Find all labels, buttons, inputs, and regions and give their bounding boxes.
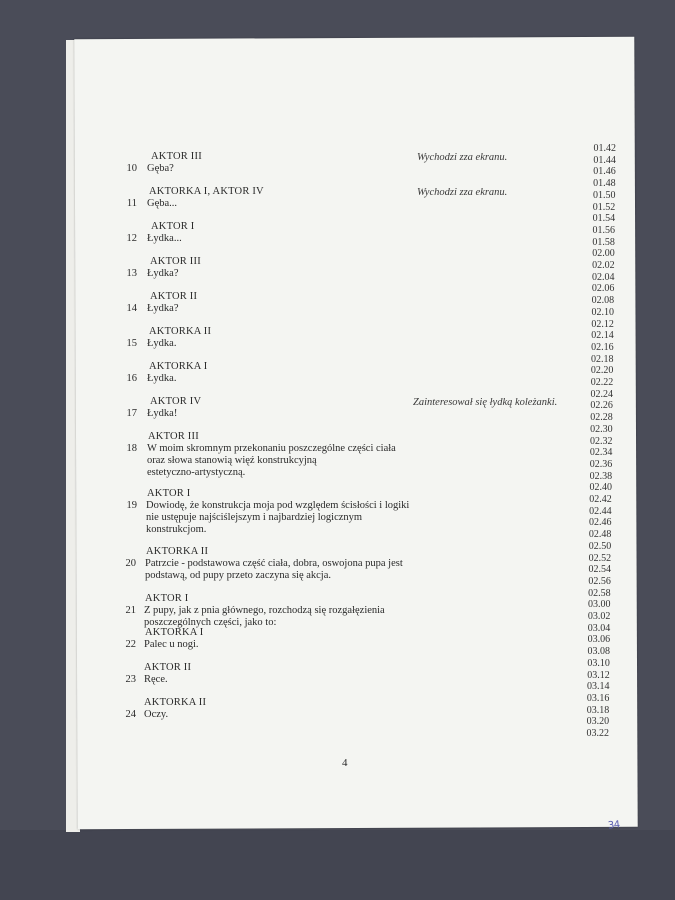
timecode: 01.52 bbox=[592, 201, 616, 213]
timecode: 03.04 bbox=[587, 622, 611, 634]
dialogue-line: Oczy. bbox=[144, 709, 169, 720]
timecode: 02.38 bbox=[589, 470, 613, 482]
timecode: 02.34 bbox=[589, 447, 613, 459]
timecode: 03.02 bbox=[587, 611, 611, 622]
timecode: 02.08 bbox=[591, 295, 615, 307]
timecode: 02.32 bbox=[590, 435, 613, 447]
dialogue-line: Ręce. bbox=[144, 674, 168, 685]
timecode: 02.26 bbox=[590, 400, 613, 412]
timecode: 03.22 bbox=[586, 728, 609, 739]
dialogue-line: Z pupy, jak z pnia głównego, rozchodzą się rozgałęzienia bbox=[144, 605, 385, 616]
dialogue-line: podstawą, od pupy przeto zaczyna się akcja. bbox=[145, 570, 332, 581]
timecode: 02.12 bbox=[591, 318, 614, 330]
timecode: 03.14 bbox=[587, 681, 610, 693]
line-number: 10 bbox=[126, 163, 137, 174]
timecode: 01.44 bbox=[593, 154, 616, 166]
timecode: 02.22 bbox=[590, 377, 614, 388]
timecode: 03.16 bbox=[586, 692, 610, 704]
line-number: 18 bbox=[126, 443, 137, 454]
dialogue-line: Patrzcie - podstawowa część ciała, dobra, oswojona pupa jest bbox=[145, 558, 403, 569]
speaker-name: AKTORKA II bbox=[146, 546, 209, 557]
line-number: 17 bbox=[126, 408, 137, 419]
timecode: 03.08 bbox=[587, 646, 610, 658]
timecode: 02.06 bbox=[591, 283, 615, 295]
dialogue-line: nie ustępuje najściślejszym i najbardziej logicznym bbox=[146, 512, 363, 523]
line-number: 20 bbox=[125, 558, 136, 569]
dialogue-line: Łydka. bbox=[147, 373, 177, 384]
dialogue-line: Łydka? bbox=[147, 268, 179, 279]
dialogue-line: Dowiodę, że konstrukcja moja pod względem ścisłości i logiki bbox=[146, 500, 410, 511]
speaker-name: AKTORKA I bbox=[149, 361, 208, 372]
timecode: 02.48 bbox=[588, 529, 612, 541]
timecode: 02.18 bbox=[590, 353, 614, 365]
timecode: 01.48 bbox=[593, 178, 616, 190]
timecode: 02.30 bbox=[590, 423, 613, 435]
timecode: 03.10 bbox=[587, 657, 610, 669]
timecode: 02.52 bbox=[588, 552, 612, 564]
dialogue-line: Gęba? bbox=[147, 163, 174, 174]
dialogue-line: poszczególnych części, jako to: bbox=[144, 617, 277, 628]
speaker-name: AKTOR II bbox=[144, 662, 192, 673]
dialogue-line: Gęba... bbox=[147, 198, 178, 209]
dialogue-line: Łydka! bbox=[147, 408, 178, 419]
timecode: 02.42 bbox=[589, 494, 612, 505]
speaker-name: AKTORKA I, AKTOR IV bbox=[149, 186, 264, 197]
dialogue-line: oraz słowa stanowią więź konstrukcyjną bbox=[147, 455, 317, 466]
timecode: 01.50 bbox=[592, 189, 616, 201]
timecode: 01.54 bbox=[592, 213, 616, 225]
timecode: 01.46 bbox=[593, 166, 616, 178]
timecode: 03.18 bbox=[586, 704, 610, 716]
speaker-name: AKTOR IV bbox=[150, 396, 202, 407]
timecode: 02.24 bbox=[590, 388, 614, 400]
line-number: 12 bbox=[126, 233, 137, 244]
line-number: 14 bbox=[126, 303, 137, 314]
speaker-name: AKTOR I bbox=[151, 221, 195, 232]
speaker-name: AKTOR III bbox=[150, 256, 201, 267]
timecode: 02.00 bbox=[592, 248, 615, 260]
line-number: 22 bbox=[125, 639, 136, 650]
stage-direction: Wychodzi zza ekranu. bbox=[417, 152, 508, 163]
timecode: 03.06 bbox=[587, 634, 611, 646]
dialogue-line: konstrukcjom. bbox=[146, 524, 207, 535]
dialogue-line: Palec u nogi. bbox=[144, 639, 199, 650]
timecode: 02.28 bbox=[590, 412, 613, 424]
dialogue-line: estetyczno-artystyczną. bbox=[147, 467, 246, 478]
speaker-name: AKTOR III bbox=[148, 431, 199, 442]
timecode: 01.58 bbox=[592, 236, 615, 248]
line-number: 13 bbox=[126, 268, 137, 279]
timecode: 02.44 bbox=[589, 505, 612, 517]
timecode: 02.56 bbox=[588, 575, 611, 587]
timecode: 02.46 bbox=[589, 517, 612, 529]
timecode: 02.16 bbox=[591, 341, 614, 353]
speaker-name: AKTOR III bbox=[151, 151, 202, 162]
line-number: 16 bbox=[126, 373, 137, 384]
handwritten-page-mark: 34 bbox=[607, 819, 621, 832]
dialogue-line: Łydka. bbox=[147, 338, 177, 349]
page-number: 4 bbox=[342, 757, 348, 769]
speaker-name: AKTOR I bbox=[147, 488, 191, 499]
speaker-name: AKTORKA II bbox=[144, 697, 207, 708]
line-number: 23 bbox=[125, 674, 136, 685]
dialogue-line: W moim skromnym przekonaniu poszczególne części ciała bbox=[147, 443, 396, 454]
dialogue-line: Łydka? bbox=[147, 303, 179, 314]
speaker-name: AKTORKA I bbox=[145, 627, 204, 638]
line-number: 21 bbox=[125, 605, 136, 616]
timecode: 02.14 bbox=[591, 330, 614, 342]
timecode: 02.20 bbox=[590, 365, 614, 377]
timecode: 02.40 bbox=[589, 482, 612, 494]
stage-direction: Wychodzi zza ekranu. bbox=[417, 187, 508, 198]
scanner-backdrop bbox=[0, 830, 675, 900]
stage-direction: Zainteresował się łydką koleżanki. bbox=[413, 397, 558, 408]
timecode: 02.04 bbox=[591, 271, 615, 283]
timecode: 02.58 bbox=[588, 587, 611, 599]
timecode: 02.50 bbox=[588, 540, 612, 552]
line-number: 15 bbox=[126, 338, 137, 349]
line-number: 11 bbox=[126, 198, 137, 209]
timecode: 03.12 bbox=[587, 669, 610, 681]
line-number: 19 bbox=[126, 500, 137, 511]
timecode: 03.00 bbox=[588, 599, 611, 611]
dialogue-line: Łydka... bbox=[147, 233, 182, 244]
timecode: 01.56 bbox=[592, 224, 616, 236]
line-number: 24 bbox=[125, 709, 136, 720]
timecode: 02.54 bbox=[588, 564, 611, 576]
timecode: 02.36 bbox=[589, 458, 613, 470]
speaker-name: AKTOR I bbox=[145, 593, 189, 604]
timecode: 02.10 bbox=[591, 306, 615, 318]
timecode: 01.42 bbox=[593, 143, 616, 154]
timecode: 02.02 bbox=[592, 260, 615, 271]
timecode: 03.20 bbox=[586, 716, 610, 728]
speaker-name: AKTOR II bbox=[150, 291, 198, 302]
speaker-name: AKTORKA II bbox=[149, 326, 212, 337]
